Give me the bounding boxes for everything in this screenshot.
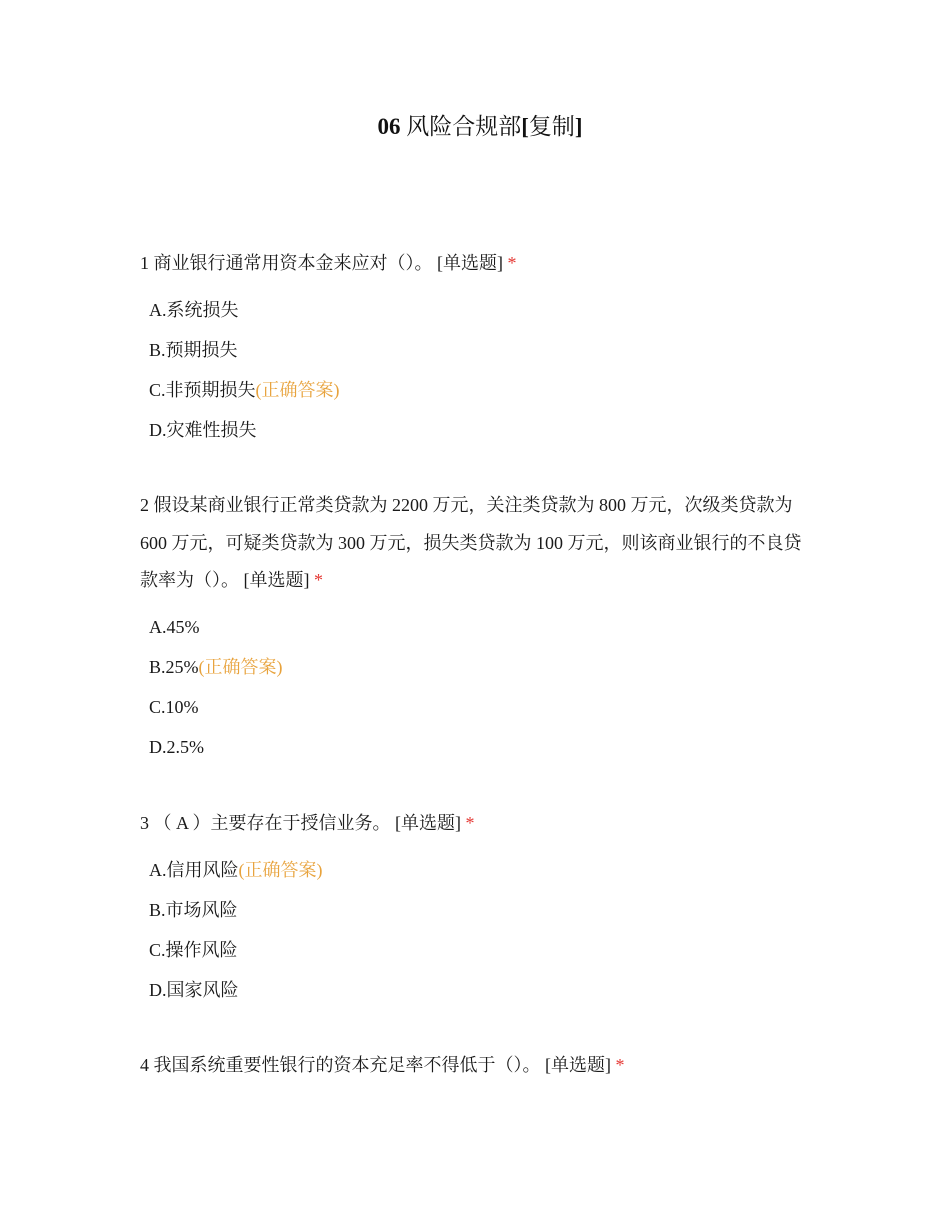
question-number: 3	[140, 813, 149, 833]
question-stem: 我国系统重要性银行的资本充足率不得低于（）。	[153, 1055, 541, 1075]
question-text	[140, 487, 810, 600]
option-a[interactable]: A.系统损失	[149, 299, 239, 320]
required-mark: *	[615, 1055, 625, 1075]
question-type: [单选题]	[243, 570, 310, 590]
option-c[interactable]: C.非预期损失(正确答案)	[149, 379, 340, 400]
page-title	[0, 112, 950, 142]
question-4	[140, 1047, 810, 1085]
title-copy-tag: 复制	[528, 114, 575, 139]
question-text	[140, 245, 810, 283]
question-2	[140, 487, 810, 767]
option-d[interactable]: D.灾难性损失	[149, 419, 257, 440]
title-bracket-open: [	[521, 114, 529, 139]
option-b[interactable]: B.市场风险	[149, 899, 238, 920]
question-stem: 商业银行通常用资本金来应对（）。	[153, 253, 433, 273]
question-type: [单选题]	[437, 253, 503, 273]
question-type: [单选题]	[395, 813, 462, 833]
option-b[interactable]: B.预期损失	[149, 339, 238, 360]
question-stem: （ A ）主要存在于授信业务。	[153, 813, 391, 833]
question-3	[140, 805, 810, 1010]
title-number: 06	[377, 114, 401, 139]
option-list	[140, 290, 810, 450]
option-d[interactable]: D.国家风险	[149, 979, 239, 1000]
option-c[interactable]: C.10%	[149, 696, 199, 717]
correct-answer-label: (正确答案)	[255, 379, 340, 400]
question-text	[140, 805, 810, 843]
required-mark: *	[314, 570, 323, 590]
option-a[interactable]: A.45%	[149, 616, 200, 637]
option-a[interactable]: A.信用风险(正确答案)	[149, 859, 323, 880]
correct-answer-label: (正确答案)	[198, 656, 283, 677]
option-d[interactable]: D.2.5%	[149, 736, 204, 757]
question-number: 2	[140, 495, 149, 515]
question-number: 4	[140, 1055, 149, 1075]
required-mark: *	[465, 813, 475, 833]
correct-answer-label: (正确答案)	[238, 859, 323, 880]
option-b[interactable]: B.25%(正确答案)	[149, 656, 283, 677]
question-stem: 假设某商业银行正常类贷款为 2200 万元，关注类贷款为 800 万元，次级类贷款为 600 万元，可疑类贷款为 300 万元，损失类贷款为 100 万元，则该商业银行的不良贷款率为（）。	[140, 495, 802, 590]
option-list	[140, 607, 810, 767]
option-c[interactable]: C.操作风险	[149, 939, 238, 960]
required-mark: *	[507, 253, 517, 273]
question-1	[140, 245, 810, 450]
title-main: 风险合规部	[406, 114, 522, 139]
option-list	[140, 850, 810, 1010]
title-bracket-close: ]	[574, 114, 583, 139]
question-text	[140, 1047, 810, 1085]
question-type: [单选题]	[545, 1055, 611, 1075]
question-number: 1	[140, 253, 149, 273]
